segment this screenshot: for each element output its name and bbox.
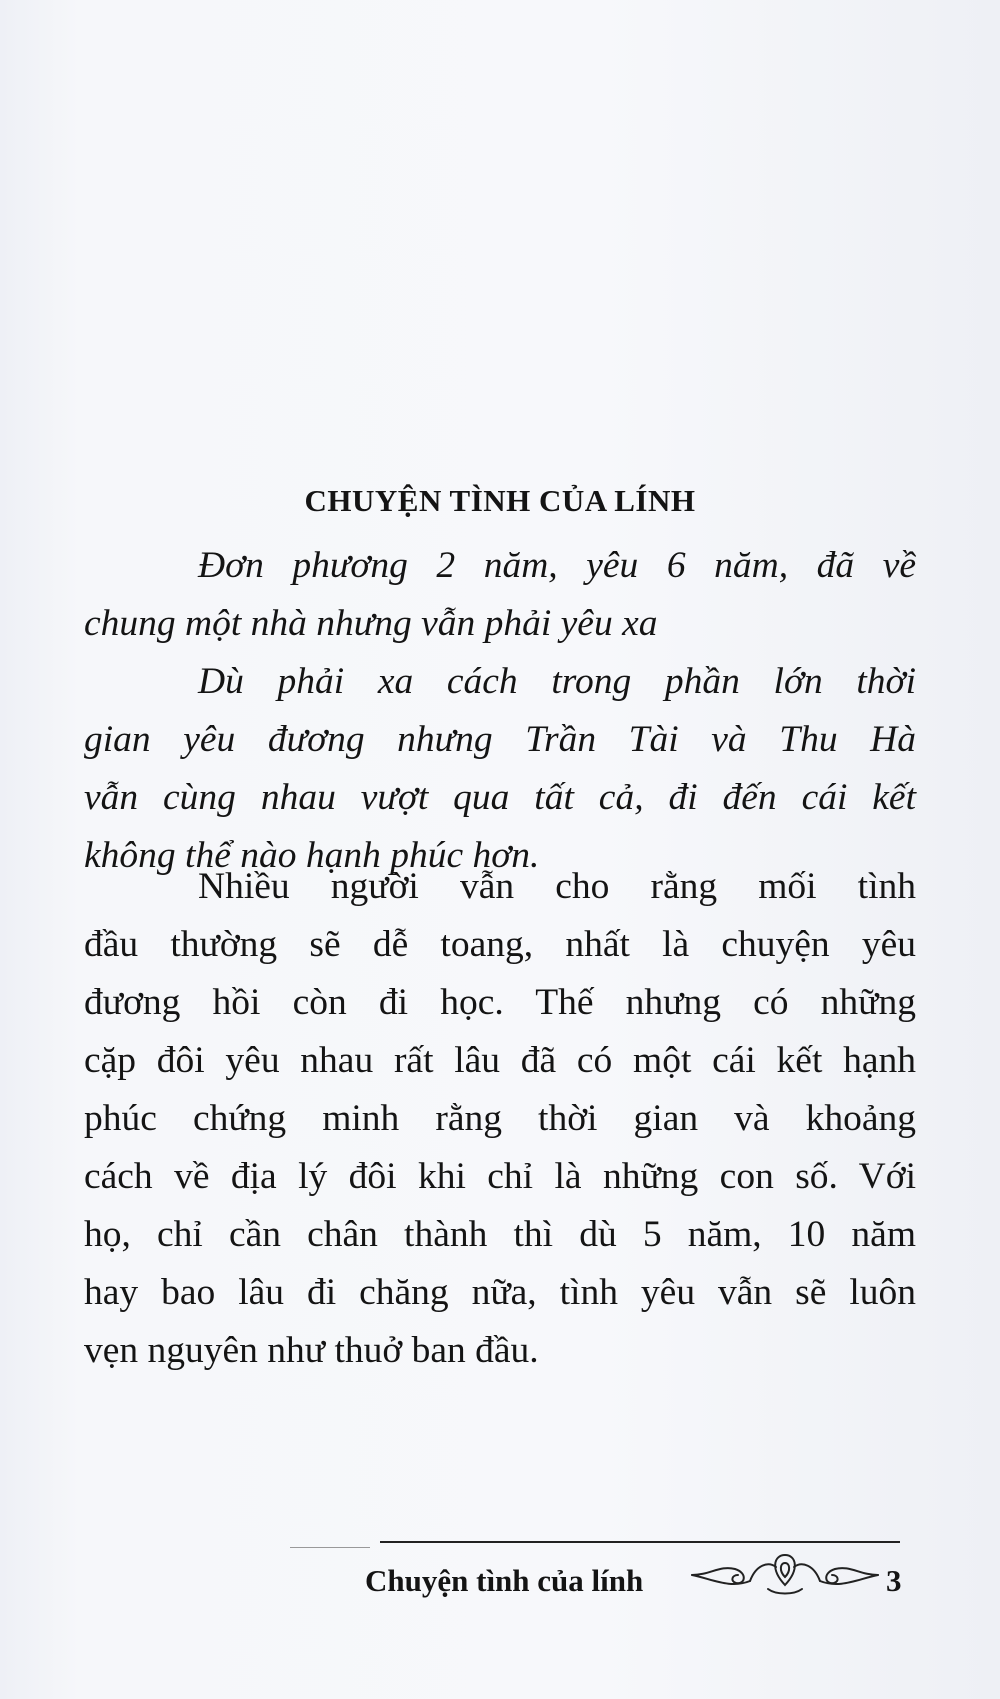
text-line: Đơn phương 2 năm, yêu 6 năm, đã về <box>198 545 916 586</box>
text-line: gian yêu đương nhưng Trần Tài và Thu Hà <box>84 719 916 760</box>
page-number: 3 <box>886 1563 902 1598</box>
text-line: hay bao lâu đi chăng nữa, tình yêu vẫn sẽ luôn <box>84 1272 916 1313</box>
lead-paragraph-1 <box>84 537 916 653</box>
text-line: đầu thường sẽ dễ toang, nhất là chuyện yêu <box>84 924 916 965</box>
chapter-title: CHUYỆN TÌNH CỦA LÍNH <box>304 483 696 518</box>
text-line: chung một nhà nhưng vẫn phải yêu xa <box>84 603 658 644</box>
lead-paragraph-2 <box>84 653 916 885</box>
text-line: không thể nào hạnh phúc hơn. <box>84 835 540 876</box>
running-title: Chuyện tình của lính <box>365 1563 644 1598</box>
footer-rule <box>380 1541 900 1543</box>
text-line: Nhiều người vẫn cho rằng mối tình <box>198 866 916 907</box>
text-line: cách về địa lý đôi khi chỉ là những con số. Với <box>84 1156 916 1197</box>
text-line: họ, chỉ cần chân thành thì dù 5 năm, 10 năm <box>84 1214 916 1255</box>
text-line: cặp đôi yêu nhau rất lâu đã có một cái kết hạnh <box>84 1040 916 1081</box>
text-line: đương hồi còn đi học. Thế nhưng có những <box>84 982 916 1023</box>
text-line: phúc chứng minh rằng thời gian và khoảng <box>84 1098 916 1139</box>
footer-thin-rule <box>290 1547 370 1548</box>
body-paragraph <box>84 858 916 1380</box>
flourish-ornament-icon <box>690 1545 880 1603</box>
text-line: vẹn nguyên như thuở ban đầu. <box>84 1330 539 1371</box>
text-line: Dù phải xa cách trong phần lớn thời <box>198 661 916 702</box>
text-line: vẫn cùng nhau vượt qua tất cả, đi đến cái kết <box>84 777 916 818</box>
